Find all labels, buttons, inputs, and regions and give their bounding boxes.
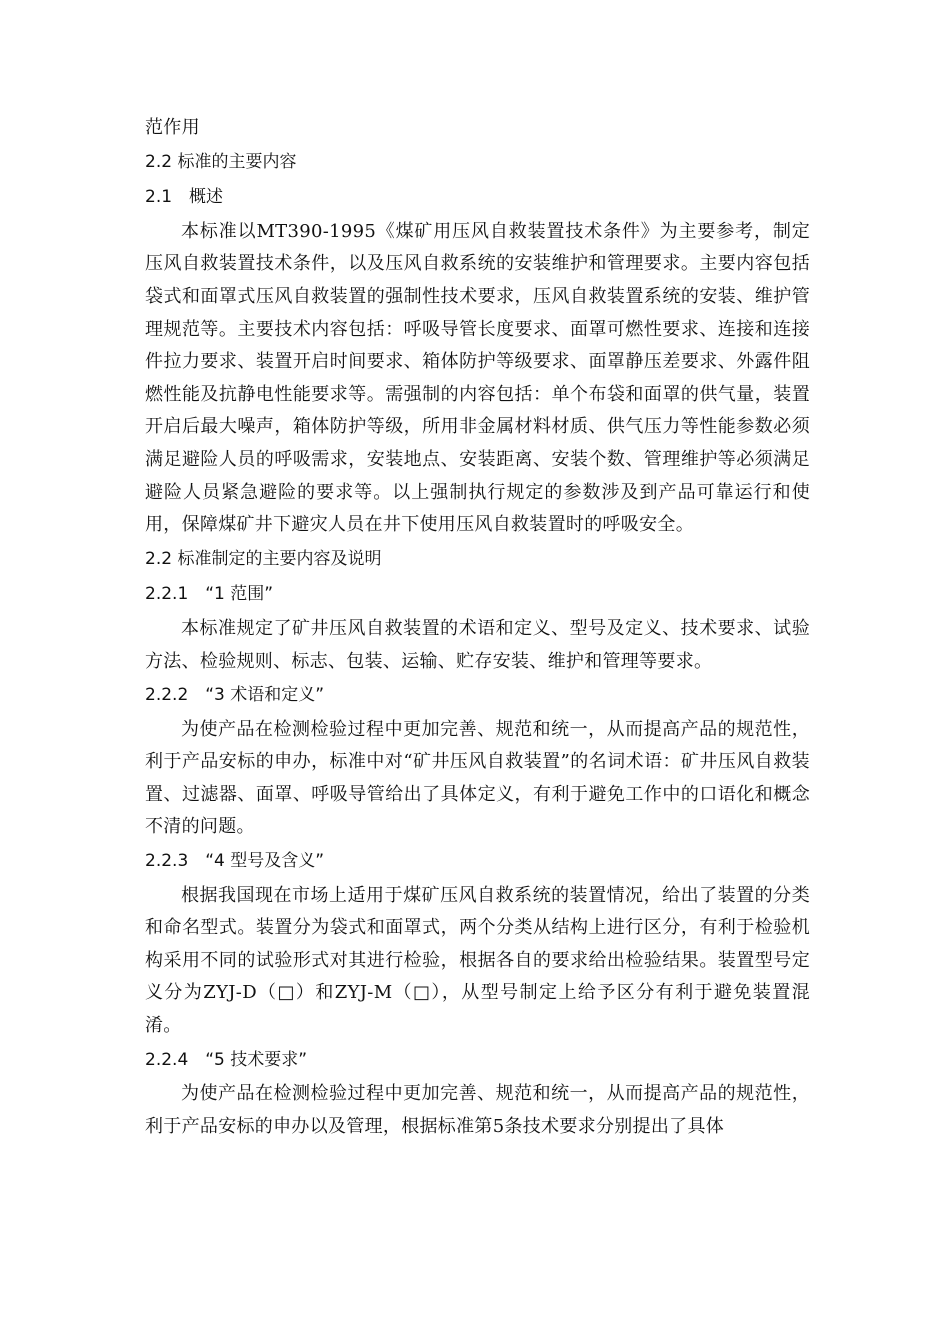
document-body bbox=[145, 112, 810, 1143]
section-heading-main-content: 2.2 标准的主要内容 bbox=[145, 151, 297, 172]
paragraph-overview: 本标准以MT390-1995《煤矿用压风自救装置技术条件》为主要参考，制定压风自救装置技术条件，以及压风自救系统的安装维护和管理要求。主要内容包括袋式和面罩式压风自救装置的强制性技术要求，压风自救装置系统的安装、维护管理规范等。主要技术内容包括：呼吸导管长度要求、面罩可燃性要求、连接和连接件拉力要求、装置开启时间要求、箱体防护等级要求、面罩静压差要求、外露件阻燃性能及抗静电性能要求等。需强制的内容包括：单个布袋和面罩的供气量，装置开启后最大噪声，箱体防护等级，所用非金属材料材质、供气压力等性能参数必须满足避险人员的呼吸需求，安装地点、安装距离、安装个数、管理维护等必须满足避险人员紧急避险的要求等。以上强制执行规定的参数涉及到产品可靠运行和使用，保障煤矿井下避灾人员在井下使用压风自救装置时的呼吸安全。 bbox=[145, 220, 810, 536]
lead-line: 范作用 bbox=[145, 117, 200, 138]
section-heading-terms: 2.2.2 “3 术语和定义” bbox=[145, 685, 325, 706]
section-heading-overview: 2.1 概述 bbox=[145, 187, 224, 208]
paragraph-model: 根据我国现在市场上适用于煤矿压风自救系统的装置情况，给出了装置的分类和命名型式。装置分为袋式和面罩式，两个分类从结构上进行区分，有利于检验机构采用不同的试验形式对其进行检验，根据各自的要求给出检验结果。装置型号定义分为ZYJ-D（□）和ZYJ-M（□），从型号制定上给予区分有利于避免装置混淆。 bbox=[145, 884, 810, 1037]
section-heading-scope: 2.2.1 “1 范围” bbox=[145, 584, 274, 605]
paragraph-scope: 本标准规定了矿井压风自救装置的术语和定义、型号及定义、技术要求、试验方法、检验规则、标志、包装、运输、贮存安装、维护和管理等要求。 bbox=[145, 617, 810, 672]
paragraph-tech: 为使产品在检测检验过程中更加完善、规范和统一，从而提高产品的规范性，利于产品安标的申办以及管理，根据标准第5条技术要求分别提出了具体 bbox=[145, 1083, 810, 1137]
section-heading-explanation: 2.2 标准制定的主要内容及说明 bbox=[145, 548, 382, 569]
section-heading-model: 2.2.3 “4 型号及含义” bbox=[145, 851, 325, 872]
paragraph-terms: 为使产品在检测检验过程中更加完善、规范和统一，从而提高产品的规范性，利于产品安标的申办，标准中对“矿井压风自救装置”的名词术语：矿井压风自救装置、过滤器、面罩、呼吸导管给出了具体定义，有利于避免工作中的口语化和概念不清的问题。 bbox=[145, 718, 810, 838]
section-heading-tech: 2.2.4 “5 技术要求” bbox=[145, 1049, 308, 1070]
